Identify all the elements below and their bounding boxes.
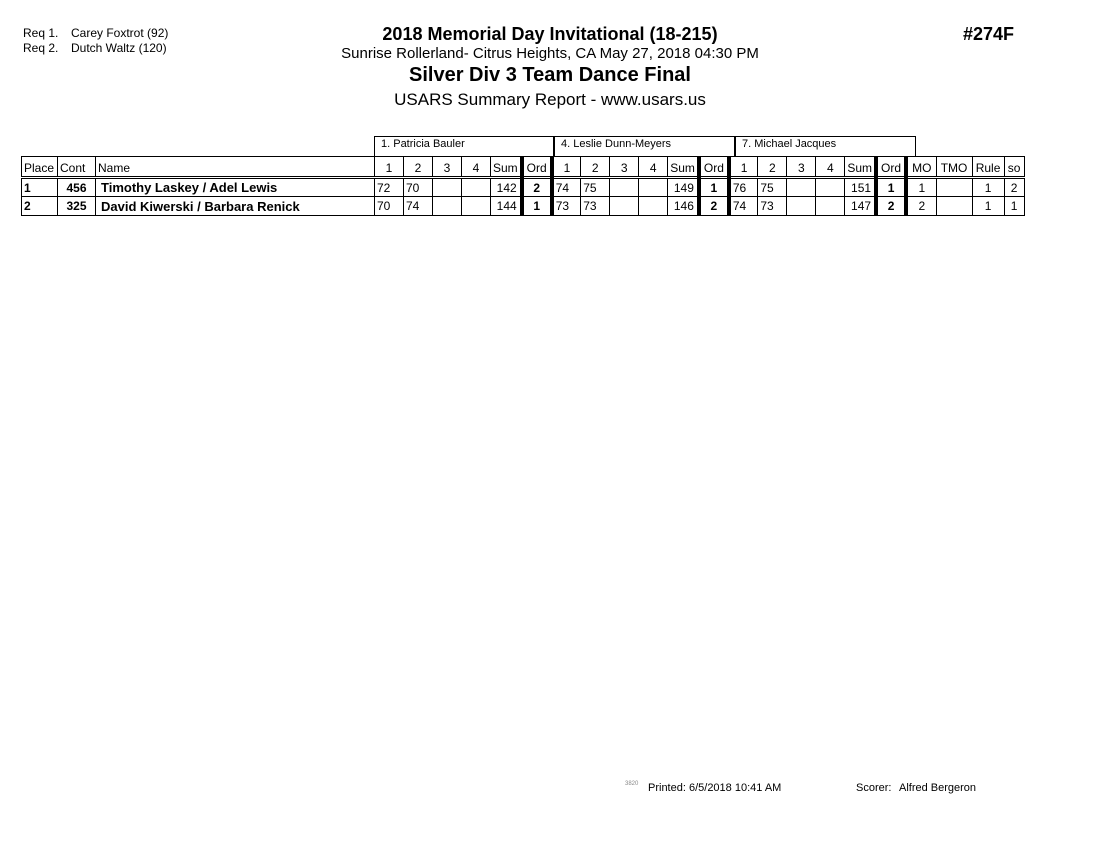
col-j3-2: 2 [758, 157, 787, 178]
score: 75 [758, 178, 787, 197]
competitor-number: 325 [58, 197, 96, 216]
team-name: David Kiwerski / Barbara Renick [96, 197, 375, 216]
place: 2 [22, 197, 58, 216]
score-sum: 147 [845, 197, 876, 216]
score [787, 178, 816, 197]
judge-header-3: 7. Michael Jacques [735, 136, 916, 156]
col-j3-sum: Sum [845, 157, 876, 178]
division-title: Silver Div 3 Team Dance Final [409, 64, 691, 86]
score-sum: 149 [668, 178, 699, 197]
skate-order: 2 [1004, 178, 1024, 197]
col-j3-1: 1 [729, 157, 758, 178]
requirement-2 [23, 41, 167, 55]
ordinal: 1 [522, 197, 552, 216]
col-j1-ord: Ord [522, 157, 552, 178]
requirement-label: Req 1. [23, 26, 59, 40]
table-row [22, 197, 1025, 216]
score [610, 197, 639, 216]
table-row [22, 178, 1025, 197]
col-cont: Cont [58, 157, 96, 178]
col-rule: Rule [972, 157, 1004, 178]
score [433, 178, 462, 197]
score-sum: 144 [491, 197, 522, 216]
scorer-name: Alfred Bergeron [899, 782, 977, 794]
col-j2-4: 4 [639, 157, 668, 178]
skate-order: 1 [1004, 197, 1024, 216]
total-majority-ordinal [936, 178, 972, 197]
score: 73 [552, 197, 581, 216]
score-sum: 146 [668, 197, 699, 216]
col-j2-3: 3 [610, 157, 639, 178]
score-sum: 142 [491, 178, 522, 197]
total-majority-ordinal [936, 197, 972, 216]
judge-header-1: 1. Patricia Bauler [374, 136, 554, 156]
score [787, 197, 816, 216]
printed-timestamp: Printed: 6/5/2018 10:41 AM [648, 782, 782, 794]
table-header-row [22, 157, 1025, 178]
rule: 1 [972, 197, 1004, 216]
score [610, 178, 639, 197]
ordinal: 1 [876, 178, 906, 197]
ordinal: 2 [876, 197, 906, 216]
col-j3-4: 4 [816, 157, 845, 178]
score: 73 [581, 197, 610, 216]
report-code: 3820 [625, 781, 639, 787]
score [816, 178, 845, 197]
score: 74 [552, 178, 581, 197]
score [639, 178, 668, 197]
score: 70 [404, 178, 433, 197]
majority-ordinal: 1 [906, 178, 936, 197]
score: 70 [375, 197, 404, 216]
col-mo: MO [906, 157, 936, 178]
col-place: Place [22, 157, 58, 178]
score: 73 [758, 197, 787, 216]
requirement-1 [23, 26, 168, 40]
score: 74 [404, 197, 433, 216]
col-so: so [1004, 157, 1024, 178]
col-j1-2: 2 [404, 157, 433, 178]
col-j3-3: 3 [787, 157, 816, 178]
score [816, 197, 845, 216]
results-table [21, 156, 1025, 216]
ordinal: 1 [699, 178, 729, 197]
col-j1-4: 4 [462, 157, 491, 178]
rule: 1 [972, 178, 1004, 197]
col-j2-2: 2 [581, 157, 610, 178]
team-name: Timothy Laskey / Adel Lewis [96, 178, 375, 197]
majority-ordinal: 2 [906, 197, 936, 216]
score [462, 197, 491, 216]
score [462, 178, 491, 197]
requirement-label: Req 2. [23, 41, 59, 55]
score [433, 197, 462, 216]
col-j2-sum: Sum [668, 157, 699, 178]
ordinal: 2 [522, 178, 552, 197]
score [639, 197, 668, 216]
col-j2-ord: Ord [699, 157, 729, 178]
requirement-dance: Dutch Waltz (120) [71, 41, 167, 55]
score: 74 [729, 197, 758, 216]
col-j1-3: 3 [433, 157, 462, 178]
score: 72 [375, 178, 404, 197]
score: 75 [581, 178, 610, 197]
event-number: #274F [963, 24, 1015, 44]
requirement-dance: Carey Foxtrot (92) [71, 26, 169, 40]
scorer-label: Scorer: [856, 782, 892, 794]
col-name: Name [96, 157, 375, 178]
venue-line: Sunrise Rollerland- Citrus Heights, CA May 27, 2018 04:30 PM [341, 45, 759, 62]
event-title: 2018 Memorial Day Invitational (18-215) [382, 24, 718, 44]
judge-header-2: 4. Leslie Dunn-Meyers [554, 136, 735, 156]
col-j3-ord: Ord [876, 157, 906, 178]
report-title: USARS Summary Report - www.usars.us [394, 90, 706, 109]
col-j1-sum: Sum [491, 157, 522, 178]
col-j2-1: 1 [552, 157, 581, 178]
ordinal: 2 [699, 197, 729, 216]
place: 1 [22, 178, 58, 197]
col-tmo: TMO [936, 157, 972, 178]
competitor-number: 456 [58, 178, 96, 197]
score-sum: 151 [845, 178, 876, 197]
score: 76 [729, 178, 758, 197]
col-j1-1: 1 [375, 157, 404, 178]
